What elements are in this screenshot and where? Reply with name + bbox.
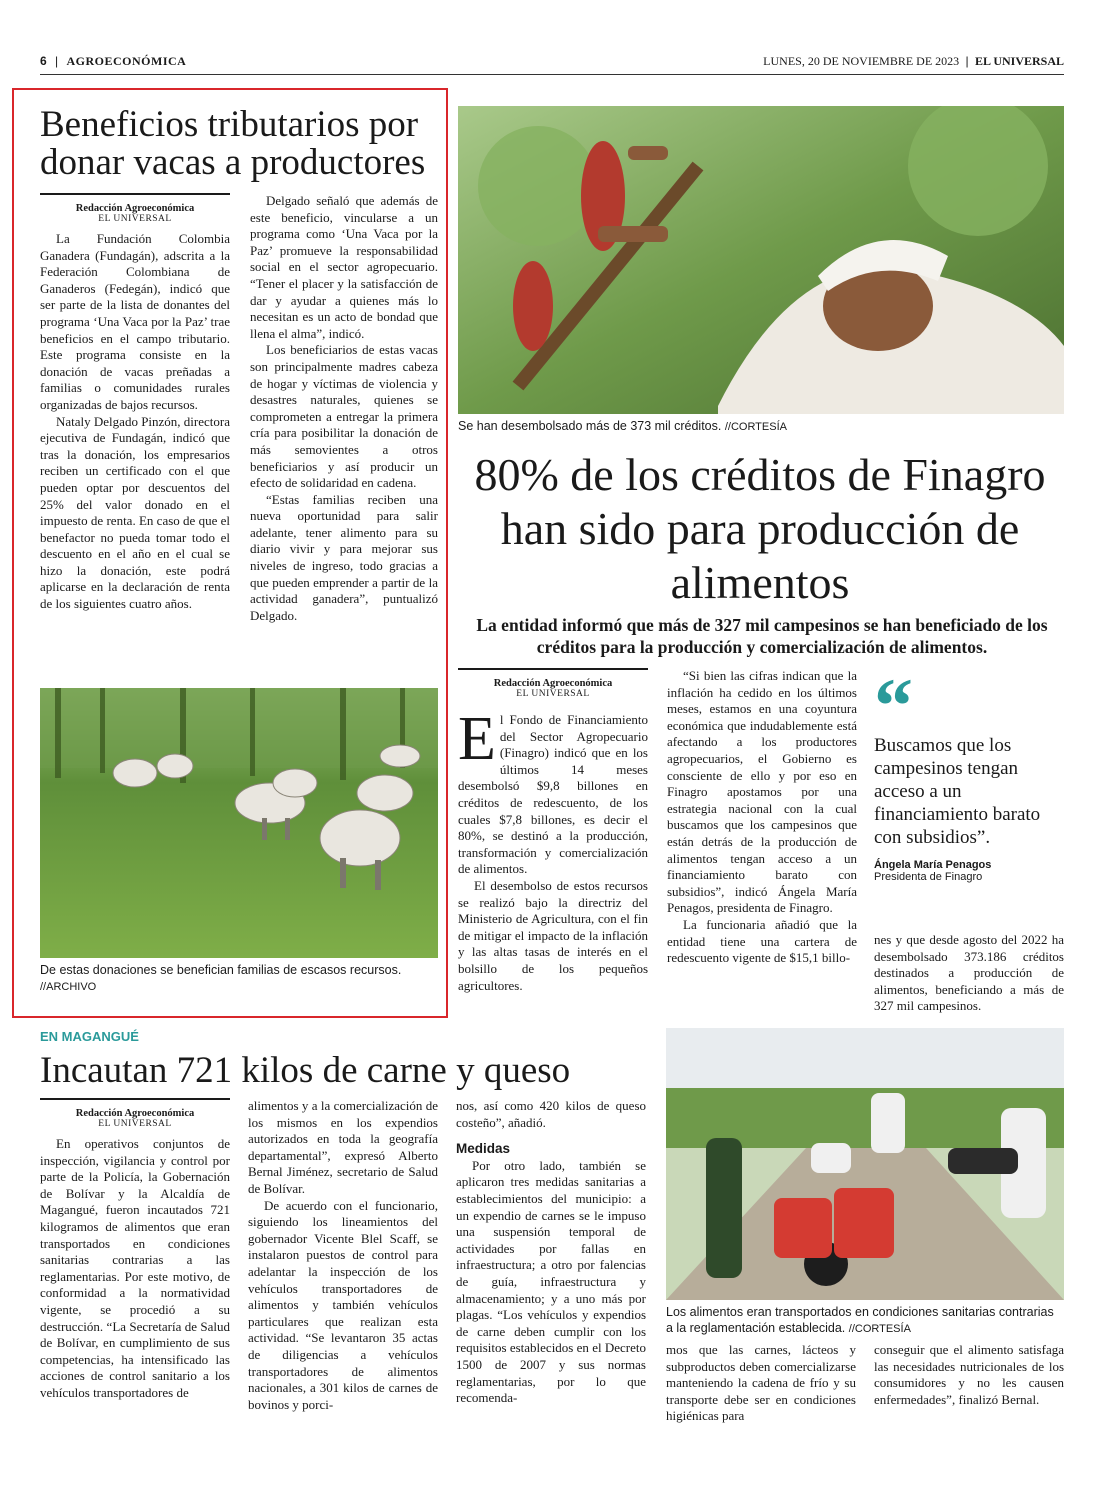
paragraph: nes y que desde agosto del 2022 ha desembolsado 373.186 créditos destinados a producción de alimentos, beneficiando a más de 327 mil campesinos. — [874, 932, 1064, 1014]
paragraph: La Fundación Colombia Ganadera (Fundagán), adscrita a la Federación Colombiana de Ganaderos (Fedegán), indicó que ser parte de la lista de donantes del programa ‘Una Vaca por la Paz’ trae beneficios en el campo tributario. Este programa consiste en la donación de vacas preñadas a familias o comunidades rurales organizadas de bajos recursos. — [40, 231, 230, 412]
byline-name: Redacción Agroeconómica — [75, 203, 195, 214]
article1-byline — [40, 193, 230, 224]
article3-headline: Incautan 721 kilos de carne y queso — [40, 1050, 571, 1091]
photo-caption: Los alimentos eran transportados en condiciones sanitarias contrarias a la reglamentación establecida. — [666, 1305, 1054, 1335]
paragraph: Delgado señaló que además de este beneficio, vincularse a un programa como ‘Una Vaca por la Paz’ promueve la responsabilidad social en el sector agropecuario. “Tener el placer y la satisfacción de dar y ayudar a quienes más lo necesitan es un acto de bondad que llena el alma”, indicó. — [250, 193, 438, 341]
paragraph: El Fondo de Financiamiento del Sector Agropecuario (Finagro) indicó que en los últimos 14 meses desembolsó $9,8 billones en créditos de redescuento, de los cuales $7,8 billones, es decir el 80%, se destinó a la producción, transformación y comercialización de alimentos. — [458, 705, 648, 877]
article2-col2 — [667, 668, 857, 967]
header-rule — [40, 74, 1064, 75]
byline-publication: EL UNIVERSAL — [98, 214, 172, 224]
quote-text: Buscamos que los campesinos tengan acceso a un financiamiento barato con subsidios”. — [874, 735, 1041, 848]
photo-caption: De estas donaciones se benefician familias de escasos recursos. — [40, 963, 402, 977]
article3-col4 — [666, 1342, 856, 1425]
paragraph: El desembolso de estos recursos se realizó bajo la directriz del Ministerio de Agricultura, con el fin de mitigar el impacto de la inflación y las altas tasas de interés en el bolsillo de los pequeños agricultores. — [458, 877, 648, 993]
byline-name: Redacción Agroeconómica — [75, 1108, 195, 1119]
article2-headline: 80% de los créditos de Finagro han sido para producción de alimentos — [474, 449, 1046, 608]
byline-publication: EL UNIVERSAL — [98, 1119, 172, 1129]
byline-name: Redacción Agroeconómica — [493, 678, 613, 689]
article3-col3 — [456, 1098, 646, 1407]
paragraph: conseguir que el alimento satisfaga las necesidades nutricionales de los consumidores y no les causen enfermedades”, finalizó Bernal. — [874, 1342, 1064, 1407]
quote-name: Ángela María Penagos — [874, 859, 992, 871]
article3-byline — [40, 1098, 230, 1129]
paragraph: Los beneficiarios de estas vacas son principalmente madres cabeza de hogar y víctimas de violencia y desastres naturales, quienes se comprometen a entregar la primera cría para posibilitar la donación de más semovientes a otros beneficiarios y así producir un efecto de solidaridad en cadena. — [250, 342, 438, 491]
cacao-photo — [458, 106, 1064, 414]
page-number: 6 — [40, 54, 47, 68]
paragraph: De acuerdo con el funcionario, siguiendo los lineamientos del gobernador Vicente Blel Scaff, se instalaron puestos de control para adelantar la inspección de los vehículos transportadores de alimentos y también vehículos particulares que realizan esta actividad. “Se levantaron 35 actas de diligencias a vehículos transportadores de alimentos nacionales, a 301 kilos de carnes de bovinos y porci- — [248, 1197, 438, 1412]
issue-date: LUNES, 20 DE NOVIEMBRE DE 2023 — [763, 54, 960, 68]
section-name: AGROECONÓMICA — [66, 54, 187, 68]
page-header: 6 | AGROECONÓMICA LUNES, 20 DE NOVIEMBRE DE 2023 | EL UNIVERSAL — [40, 54, 1064, 68]
photo-caption: Se han desembolsado más de 373 mil créditos. — [458, 419, 722, 433]
byline-publication: EL UNIVERSAL — [516, 689, 590, 699]
paragraph: alimentos y a la comercialización de los mismos en los expendios autorizados en toda la geografía departamental”, expresó Alberto Bernal Jiménez, secretario de Salud de Bolívar. — [248, 1098, 438, 1196]
pull-quote — [874, 662, 1064, 883]
subhead: Medidas — [456, 1141, 511, 1157]
paragraph: Nataly Delgado Pinzón, directora ejecutiva de Fundagán, indicó que tras la donación, los empresarios reciben un certificado con el que pueden optar por descuentos del 25% del valor donado en el impuesto de renta. En caso de que el benefactor no pueda tomar todo el descuento en el año en el cual se hizo la donación, este podrá aplicarse en la declaración de renta de los siguientes cuatro años. — [40, 413, 230, 612]
dropcap: E — [458, 705, 496, 773]
article1-col1 — [40, 231, 230, 613]
article3-col1 — [40, 1136, 230, 1402]
quote-mark-icon: “ — [874, 662, 913, 749]
paragraph: “Si bien las cifras indican que la inflación ha cedido en los últimos meses, estamos en una coyuntura económica que indudablemente está afectando a los productores agropecuarios, el Gobierno es consciente de ello y por eso en Finagro apostamos por una estrategia nacional con la cual buscamos que los campesinos que están detrás de la producción de alimentos tengan acceso a un financiamiento barato con subsidios”, indicó Ángela María Penagos, presidenta de Finagro. — [667, 668, 857, 916]
article3-col5 — [874, 1342, 1064, 1408]
inspection-photo — [666, 1028, 1064, 1300]
article1-col2 — [250, 193, 438, 624]
cattle-photo — [40, 688, 438, 958]
article2-photo-caption-block — [458, 418, 1064, 435]
article3-caption-block — [666, 1304, 1064, 1337]
article1-caption-block — [40, 962, 440, 995]
paper-name: EL UNIVERSAL — [974, 54, 1064, 68]
article2-col1 — [458, 705, 648, 994]
photo-credit: //CORTESÍA — [848, 1323, 911, 1335]
paragraph: La funcionaria añadió que la entidad tiene una cartera de redescuento vigente de $15,1 billo- — [667, 916, 857, 966]
paragraph: nos, así como 420 kilos de queso costeño”, añadió. — [456, 1098, 646, 1130]
paragraph: En operativos conjuntos de inspección, vigilancia y control por parte de la Policía, la Gobernación de Bolívar y la Alcaldía de Magangué, fueron incautados 721 kilogramos de alimentos que eran transportados en condiciones sanitarias contrarias a las reglamentarias. Por este motivo, de conformidad a la normatividad vigente, se procedió a su destrucción. “La Secretaría de Salud de Bolívar, en cumplimiento de sus competencias, ha intensificado las acciones de control sanitario a los vehículos transportadores de — [40, 1136, 230, 1400]
quote-title: Presidenta de Finagro — [874, 871, 983, 883]
photo-credit: //ARCHIVO — [40, 981, 97, 993]
article2-col3 — [874, 932, 1064, 1015]
paragraph: “Estas familias reciben una nueva oportunidad para salir adelante, tener alimento para su diario vivir y para mejorar sus niveles de ingreso, todo gracias a que pueden emprender a partir de la actividad ganadera”, puntualizó Delgado. — [250, 491, 438, 623]
paragraph: Por otro lado, también se aplicaron tres medidas sanitarias a establecimientos del municipio: a un expendio de carnes se le impuso una suspensión temporal de actividades por fallas en infraestructura; a otro por falencias de guía, infraestructura y almacenamiento; y a uno más por plagas. “Los vehículos y expendios de carne deben cumplir con los requisitos establecidos en el Decreto 1500 de 2007 y sus normas reglamentarias, por lo que recomenda- — [456, 1157, 646, 1406]
article2-byline — [458, 668, 648, 699]
paragraph: mos que las carnes, lácteos y subproductos deben comercializarse manteniendo la cadena de frío y su transporte debe ser en condiciones higiénicas para — [666, 1342, 856, 1424]
article3-col2 — [248, 1098, 438, 1413]
article1-headline: Beneficios tributarios por donar vacas a productores — [40, 104, 426, 183]
article2-deck: La entidad informó que más de 327 mil campesinos se han beneficiado de los créditos para la producción y comercialización de alimentos. — [476, 615, 1048, 657]
article3-kicker: EN MAGANGUÉ — [40, 1029, 139, 1044]
photo-credit: //CORTESÍA — [724, 421, 787, 433]
